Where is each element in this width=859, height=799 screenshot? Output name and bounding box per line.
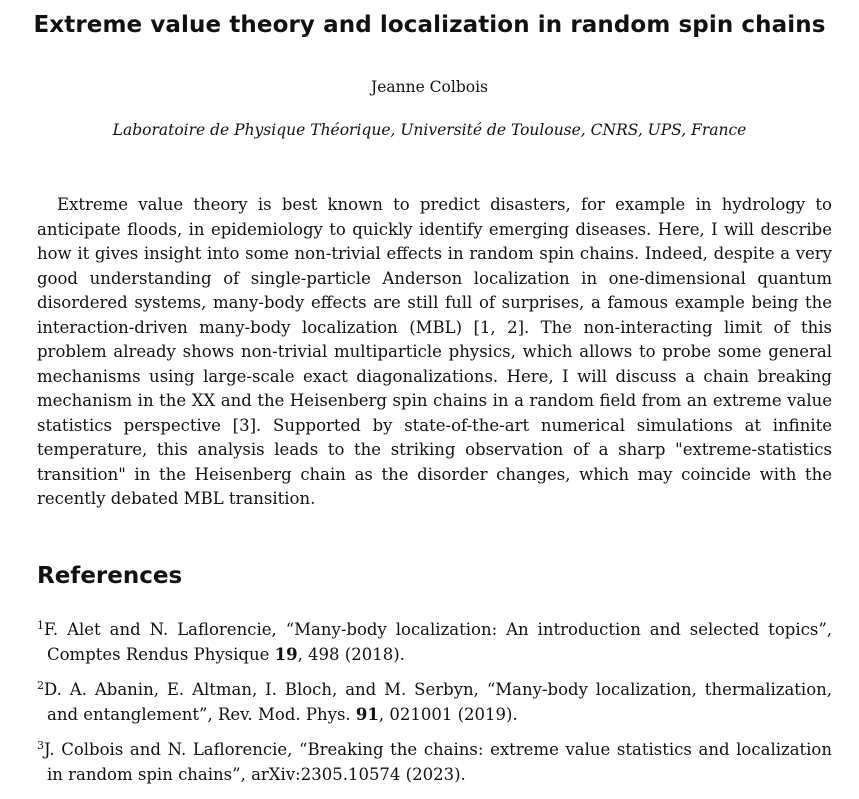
reference-journal: Rev. Mod. Phys. [217,705,351,724]
reference-item-2 [37,677,832,727]
references-heading: References [37,563,183,589]
reference-item-3 [37,737,832,787]
abstract-paragraph: Extreme value theory is best known to predict disasters, for example in hydrology to anticipate floods, in epidemiology to quickly identify emerging diseases. Here, I will describe how it gives insight into some non-trivial effects in random spin chains. Indeed, despite a very good understanding of single-particle Anderson localization in one-dimensional quantum disordered systems, many-body effects are still full of surprises, a famous example being the interaction-driven many-body localization (MBL) [1, 2]. The non-interacting limit of this problem already shows non-trivial multiparticle physics, which allows to probe some general mechanisms using large-scale exact diagonalizations. Here, I will discuss a chain breaking mechanism in the XX and the Heisenberg spin chains in a random field from an extreme value statistics perspective [3]. Supported by state-of-the-art numerical simulations at infinite temperature, this analysis leads to the striking observation of a sharp "extreme-statistics transition" in the Heisenberg chain as the disorder changes, which may coincide with the recently debated MBL transition. [37,195,832,508]
author-name: Jeanne Colbois [370,78,488,96]
reference-authors: F. Alet and N. Laflorencie, [44,620,277,639]
reference-pages-year: , 498 (2018). [297,645,405,664]
reference-journal: Comptes Rendus Physique [47,645,270,664]
reference-number: 3 [37,739,44,752]
reference-number: 1 [37,619,44,632]
reference-title: “Many-body localization, thermalization, and entanglement”, [47,680,832,724]
author-affiliation: Laboratoire de Physique Théorique, Université de Toulouse, CNRS, UPS, France [112,121,747,139]
reference-item-1 [37,617,832,667]
reference-authors: J. Colbois and N. Laflorencie, [44,740,293,759]
paper-title: Extreme value theory and localization in random spin chains [33,12,826,38]
reference-title: “Many-body localization: An introduction and selected topics”, [285,620,833,639]
reference-title: “Breaking the chains: extreme value statistics and localization in random spin chains”, [47,740,832,784]
reference-volume: 19 [274,645,298,664]
references-list [37,617,832,797]
reference-authors: D. A. Abanin, E. Altman, I. Bloch, and M. Serbyn, [44,680,479,699]
reference-number: 2 [37,679,44,692]
reference-pages-year: , 021001 (2019). [378,705,518,724]
reference-journal: arXiv:2305.10574 (2023). [251,765,466,784]
reference-volume: 91 [355,705,379,724]
